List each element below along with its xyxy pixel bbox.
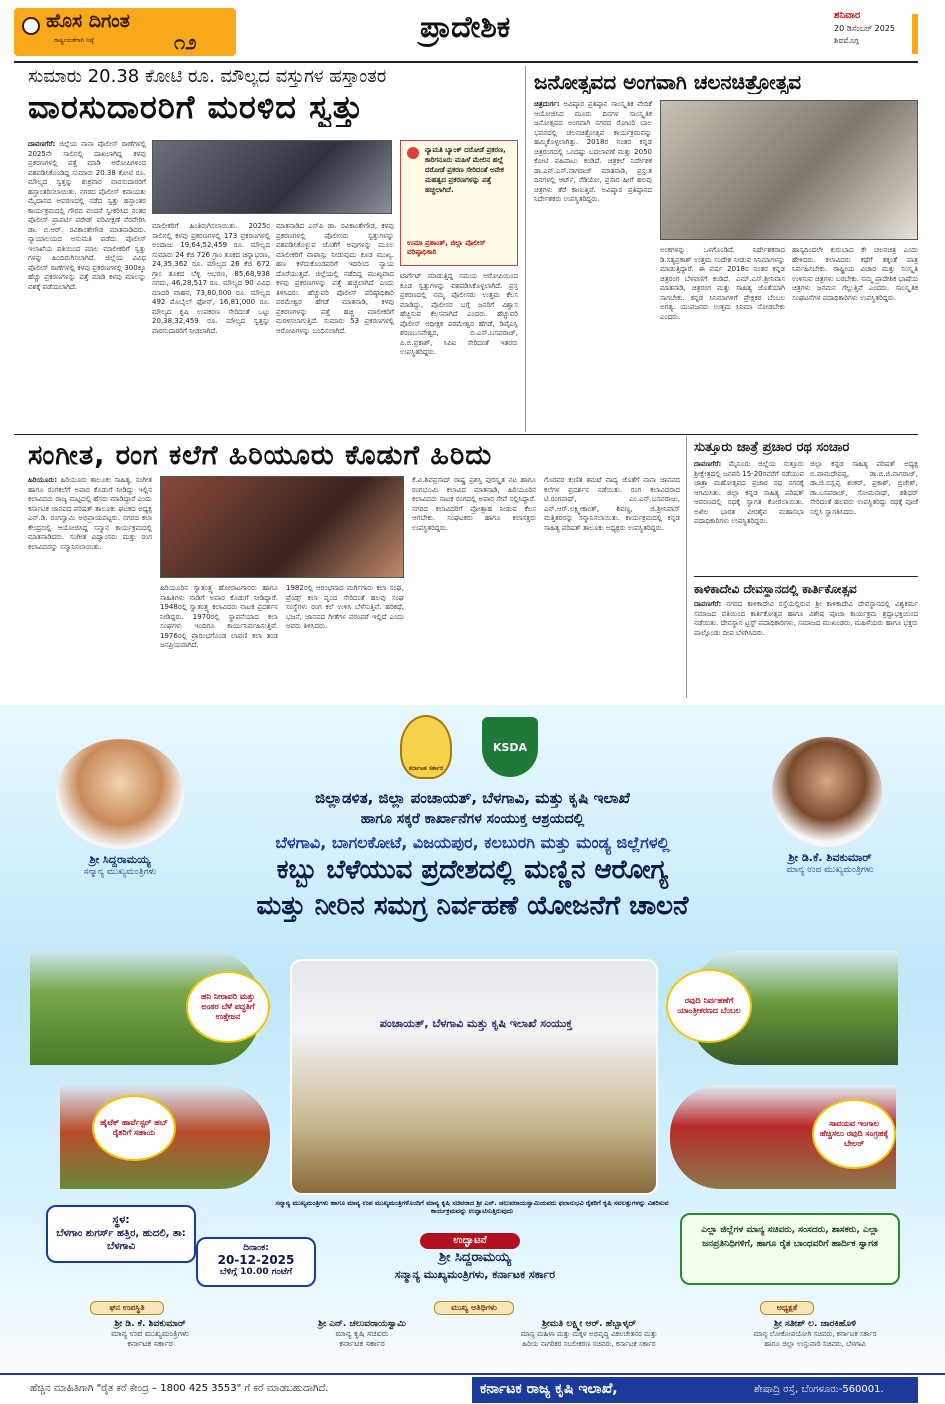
article4-col1-text: ಮೈಸೂರು ಜಿಲ್ಲೆಯ ಸುತ್ತೂರು ಶ್ರೀಕ್ಷೇತ್ರದಲ್ಲಿ ಜನವರಿ 15-20ರವರೆಗೆ ನಡೆಯುವ ಜಾತ್ರಾ ಮಹೋತ್ಸವದ ಪ್ರಚಾರ ರಥ ನಗರಕ್ಕೆ ಆಗಮಿಸಿತು. ಜಿಲ್ಲಾ ಕನ್ನಡ ಸಾಹಿತ್ಯ ಪರಿಷತ್ ಆವರಣದಲ್ಲಿ ರಥಕ್ಕೆ ಸ್ವಾಗತ ಕೋರಲಾಯಿತು. ಅಖಿಲ ಭಾರತ ವೀರಶೈವ ಮಹಾಸಭಾ ಪದಾಧಿಕಾರಿಗಳು ಉಪಸ್ಥಿತರಿದ್ದರು. xyxy=(694,460,804,525)
stage-banner-text: ಪಂಚಾಯತ್, ಬೆಳಗಾವಿ ಮತ್ತು ಕೃಷಿ ಇಲಾಖೆ ಸಂಯುಕ್ತ xyxy=(379,1017,573,1030)
feature-harvester-label: ಹೈಟೆಕ್ ಹಾರ್ವೆಸ್ಟರ್ ಹಬ್ ರೈತರಿಗೆ ಸಹಾಯ xyxy=(92,1095,176,1161)
event-date: 20-12-2025 xyxy=(217,1253,295,1267)
president-label: ಅಧ್ಯಕ್ಷತೆ xyxy=(760,1301,814,1315)
department-name: ಕರ್ನಾಟಕ ರಾಜ್ಯ ಕೃಷಿ ಇಲಾಖೆ, xyxy=(480,1381,618,1397)
article1-dateline: ದಾವಣಗೆರೆ: xyxy=(28,140,56,148)
article2-dateline: ಚಿತ್ರದುರ್ಗ: xyxy=(534,100,560,108)
article1-kicker: ಸುಮಾರು 20.38 ಕೋಟಿ ರೂ. ಮೌಲ್ಯದ ವಸ್ತುಗಳ ಹಸ್ತಾಂತರ xyxy=(28,66,387,87)
article1-quote: ನ್ಯಾಮತಿ ಬ್ಯಾಂಕ್ ದರೋಡೆ ಪ್ರಕರಣ, ಕಾರಿಗನೂರು ಮಹಿಳೆ ಮೇಲಿನ ಹಲ್ಲೆ ದರೋಡೆ ಪ್ರಕರಣ ಸೇರಿದಂತೆ ಅನೇಕ ಮಹತ್ವದ ಪ್ರಕರಣಗಳನ್ನು ಪತ್ತೆ ಹಚ್ಚಲಾಗಿದೆ. xyxy=(425,146,506,194)
article1-headline: ವಾರಸುದಾರರಿಗೆ ಮರಳಿದ ಸ್ವತ್ತು xyxy=(28,88,364,126)
article2-col2: ಅಂಕಗಳನ್ನು ಒಳಗೊಂಡಿದೆ. ನಿರ್ದೇಶಕರಾದ ಡಿ.ಸತ್ಯಪ್ರಕಾಶ್ ಉತ್ತಮ ಸಂದೇಶ ನೀಡುವ ಸಿನಿಮಾಗಳನ್ನು ಮಾಡುತ್ತಿದ್ದಾರೆ. ಈ ವರ್ಷ 2018ರ ನಂತರ ಕನ್ನಡ ಚಿತ್ರರಂಗ ಬೆಳವಣಿಗೆ ಕಂಡಿದೆ. ಎಮ್.ಎಸ್.ಶ್ರೀನಿವಾಸ ಮಾತನಾಡಿ, ಚಿತ್ರರಂಗ ಮತ್ತು ಸಾಹಿತ್ಯ ಜೊತೆಯಾಗಿ ಸಾಗಬೇಕು. ಕನ್ನಡ ಸಿನಿಮಾಗಳಿಗೆ ಪ್ರೇಕ್ಷಕರ ಬೆಂಬಲ ಅಗತ್ಯ. ಯುವಜನರು ಉತ್ತಮ ಸಿನಿಮಾ ನೋಡಬೇಕು ಎಂದರು. xyxy=(660,246,785,321)
article5-body-text: ನಗರದ ಕಾಳಿಕಾದೇವಿ ರಸ್ತೆಯಲ್ಲಿರುವ ಶ್ರೀ ಕಾಳಿಕಾದೇವಿ ದೇವಸ್ಥಾನದಲ್ಲಿ ವಿಶ್ವಕರ್ಮ ಸಮಾಜದ ವತಿಯಿಂದ ಕಾರ್ತಿಕೋತ್ಸವ ಹಾಗೂ ವಿಶೇಷ ಪೂಜಾ ಕಾರ್ಯಕ್ರಮ ಶ್ರದ್ಧಾಭಕ್ತಿಯಿಂದ ನಡೆಯಿತು. ದೇವಸ್ಥಾನ ಟ್ರಸ್ಟ್ ಪದಾಧಿಕಾರಿಗಳು, ಸಮಾಜದ ಮುಖಂಡರು, ಮಹಿಳೆಯರು ಹಾಗೂ ಭಕ್ತರು ಪಾಲ್ಗೊಂಡು ದೀಪ ಬೆಳಗಿಸಿದರು. xyxy=(694,600,918,637)
inauguration-photo xyxy=(290,959,658,1195)
article3-col1-text: ಹಿರಿಯೂರು ತಾಲೂಕು ಸಾಹಿತ್ಯ, ಸಂಗೀತ ಹಾಗೂ ರಂಗಕಲೆಗೆ ಅಪಾರ ಕೊಡುಗೆ ನೀಡಿದ್ದು ಇಲ್ಲಿನ ಕಲಾವಿದರು ರಾಜ್ಯ ಮಟ್ಟದಲ್ಲಿ ಹೆಸರು ಮಾಡಿದ್ದಾರೆ ಎಂದು ಕರ್ನಾಟಕ ಜಾನಪದ ಪರಿಷತ್ ತಾಲೂಕು ಘಟಕದ ಅಧ್ಯಕ್ಷ ಎನ್.ಡಿ. ರಂಗಸ್ವಾಮಿ ಅಭಿಪ್ರಾಯಪಟ್ಟರು. ನಗರದ ಕಲಾ ಕೇಂದ್ರದಲ್ಲಿ ಆಯೋಜಿಸಿದ್ದ ಸನ್ಮಾನ ಕಾರ್ಯಕ್ರಮದಲ್ಲಿ ಮಾತನಾಡಿದರು. ಸಂಗೀತ ವಿದ್ವಾಂಸರು ಮತ್ತು ರಂಗ ಕಲಾವಿದರನ್ನು ಸನ್ಮಾನಿಸಲಾಯಿತು. xyxy=(28,476,152,551)
event-time: ಬೆಳಿಗ್ಗೆ 10.00 ಗಂಟೆಗೆ xyxy=(219,1267,293,1277)
article4-col2: ಜಿಲ್ಲಾ ಕನ್ನಡ ಸಾಹಿತ್ಯ ಪರಿಷತ್ ಅಧ್ಯಕ್ಷ ಬಿ.ವಾಮದೇವಪ್ಪ, ಡಾ.ಬಿ.ಜಿ.ನಾಗರಾಜ್, ಡಾ.ಜಿ.ಬಿಸ್ಲಪ್ಪ ಶಂಕರ್, ಪ್ರಕಾಶ್, ಬ್ರಿಜೇಶ್, ಡಾ.ಬಸವರಾಜ್, ಸೋಮನಾಥ್, ಶಶಿಧರ್ ಸೇರಿದಂತೆ ಹಲವರು ಉಪಸ್ಥಿತರಿದ್ದು ರಥಕ್ಕೆ ಪೂಜೆ ಸಲ್ಲಿಸಿ ಸ್ವಾಗತಿಸಿದರು. xyxy=(810,460,918,516)
dignitary-4 xyxy=(710,1319,920,1349)
article3-col2: ಹಿರಿಯೂರಿನ ಸ್ವಾತಂತ್ರ್ಯ ಹೋರಾಟಗಾರರು ಹಾಗೂ ಸಾಹಿತಿಗಳು ನಾಡಿಗೆ ಅಪಾರ ಕೊಡುಗೆ ನೀಡಿದ್ದಾರೆ. 1948ರಲ್ಲಿ ಸ್ವಾತಂತ್ರ್ಯ ಕಲಾವಿದರು ನಾಟಕ ಪ್ರದರ್ಶನ ನೀಡಿದ್ದರು. 1970ರಲ್ಲಿ ಸ್ಥಾಪನೆಯಾದ ಕಲಾ ಸಂಘಗಳು ಇಂದಿಗೂ ಕಾರ್ಯನಿರ್ವಹಿಸುತ್ತಿವೆ. 1976ರಲ್ಲಿ ಪ್ರಾರಂಭಗೊಂಡ ಲಾವಣಿ ಕಲಾ ತಂಡ ಜನಪ್ರಿಯವಾಗಿದೆ. xyxy=(160,584,278,649)
dignitary-3-role: ಮಾನ್ಯ ಮಹಿಳಾ ಮತ್ತು ಮಕ್ಕಳ ಅಭಿವೃದ್ಧಿ ವಿಕಲಚೇತನರ ಮತ್ತು xyxy=(520,1330,658,1338)
welcome-box: ಎಲ್ಲಾ ಜಿಲ್ಲೆಗಳ ಮಾನ್ಯ ಸಚಿವರು, ಸಂಸದರು, ಶಾಸಕರು, ಎಲ್ಲಾ ಜನಪ್ರತಿನಿಧಿಗಳಿಗೆ, ಹಾಗೂ ರೈತ ಬಾಂಧವರಿಗೆ ಹಾರ್ದಿಕ ಸ್ವಾಗತ xyxy=(680,1213,900,1285)
organizers-line2: ಹಾಗೂ ಸಕ್ಕರೆ ಕಾರ್ಖಾನೆಗಳ ಸಂಯುಕ್ತ ಆಶ್ರಯದಲ್ಲಿ xyxy=(360,811,585,827)
inauguration-label: ಉದ್ಘಾಟನೆ xyxy=(420,1233,520,1249)
venue-box xyxy=(46,1205,196,1263)
feature-baler-label: ಸಾವಯವ ಇಂಗಾಲ ಹೆಚ್ಚಿಸಲು ರವುದಿ ಸಂಗ್ರಹಕ್ಕೆ ಬೇಲರ್ xyxy=(812,1099,896,1169)
logo-text: ಹೊಸ ದಿಗಂತ xyxy=(46,10,130,32)
article1-quote-author: ಉಮಾ ಪ್ರಶಾಂತ್, ಜಿಲ್ಲಾ ಪೊಲೀಸ್ ವರಿಷ್ಠಾಧಿಕಾರಿ xyxy=(407,239,486,256)
article3-headline: ಸಂಗೀತ, ರಂಗ ಕಲೆಗೆ ಹಿರಿಯೂರು ಕೊಡುಗೆ ಹಿರಿದು xyxy=(28,440,493,471)
government-advertisement xyxy=(0,705,945,1404)
lamp-icon xyxy=(22,17,40,35)
felicitation-photo xyxy=(160,476,404,578)
article3-dateline: ಹಿರಿಯೂರು: xyxy=(28,476,58,484)
ksda-logo-icon: KSDA xyxy=(482,717,538,777)
issue-city: ಶಿವಮೊಗ್ಗ xyxy=(834,36,859,45)
article1-col4: ಟಾರ್ಗೆಟ್ ಮಾಡುತ್ತಿದ್ದ ಸಮಯ ಆರೋಪಿಯಿಂದ ಕೂಡ ಸ್ವತ್ತುಗಳನ್ನು ವಶಪಡಿಸಿಕೊಳ್ಳಲಾಗಿದೆ. ಪ್ರಸ್ತ ಪ್ರಕರಣದಲ್ಲಿ ನಮ್ಮ ಪೊಲೀಸರು ಉತ್ತಮ ಕೆಲಸ ಮಾಡಿದ್ದು, ಪೊಲೀಸರ ಬಗ್ಗೆ ಜನರಿಗೆ ವಿಶ್ವಾಸ ಹೆಚ್ಚಿಸುವ ಕೆಲಸವಾಗಿದೆ ಎಂದರು. ಹೆಚ್ಚುವರಿ ಪೊಲೀಸ್ ಅಧೀಕ್ಷಕ ಪರಮೇಶ್ವರ ಹೆಗಡೆ, ಡಿವೈಎಸ್ಪಿ ಶರಣಬಸವೇಶ್ವರ, ಬಿ.ಎಸ್.ಬಸವರಾಜ್, ಪಿ.ಬಿ.ಪ್ರಕಾಶ್, ಸಿಪಿಐ ಸೇರಿದಂತೆ ಇತರರು ಉಪಸ್ಥಿತರಿದ್ದರು. xyxy=(400,272,518,356)
quote-icon xyxy=(407,147,419,159)
dignitary-1-name: ಶ್ರೀ ಡಿ. ಕೆ. ಶಿವಕುಮಾರ್ xyxy=(114,1319,186,1329)
police-parade-photo xyxy=(152,140,392,214)
dignitary-3-name: ಶ್ರೀಮತಿ ಲಕ್ಷ್ಮೀ ಆರ್. ಹೆಬ್ಬಾಳ್ಕರ್ xyxy=(541,1319,637,1329)
scheme-title-line2: ಮತ್ತು ನೀರಿನ ಸಮಗ್ರ ನಿರ್ವಹಣೆ ಯೋಜನೆಗೆ ಚಾಲನೆ xyxy=(256,891,689,921)
section-title: ಪ್ರಾದೇಶಿಕ xyxy=(420,10,511,45)
masthead-accent xyxy=(912,14,918,54)
row-rule xyxy=(14,434,918,435)
article3-col5: ಗೊರವರ ಕುಣಿತ ತಮಟೆ ವಾದ್ಯ ಜೊತೆಗೆ ನಾನಾ ಜಾನಪದ ಕಲೆಗಳ ಪ್ರದರ್ಶನ ನಡೆಯಿತು. ರಂಗ ಕಲಾವಿದರಾದ ಟಿ.ರಂಗನಾಥ್, ಎಂ.ಎಸ್.ಬಸವರಾಜು, ಎನ್.ಆರ್.ಲಕ್ಷ್ಮೀಕಾಂತ್, ಶಿವಣ್ಣ, ಜಿ.ಶ್ರೀನಿವಾಸ್ ಮತ್ತಿತರರನ್ನು ಸನ್ಮಾನಿಸಲಾಯಿತು. ಕಾರ್ಯಕ್ರಮದಲ್ಲಿ ಕನ್ನಡ ಸಾಹಿತ್ಯ ಪರಿಷತ್ ತಾಲೂಕು ಅಧ್ಯಕ್ಷರು ಉಪಸ್ಥಿತರಿದ್ದರು. xyxy=(544,476,680,532)
dignitary-3 xyxy=(474,1319,704,1349)
right-leader-name: ಶ್ರೀ ಡಿ.ಕೆ. ಶಿವಕುಮಾರ್ xyxy=(788,851,872,864)
dignitary-2-name: ಶ್ರೀ ಎನ್. ಚಲುವರಾಯಸ್ವಾಮಿ xyxy=(318,1319,406,1329)
issue-date: 20 ಡಿಸೆಂಬರ್ 2025 xyxy=(834,24,896,33)
date-box xyxy=(196,1237,316,1287)
column-divider xyxy=(525,66,526,432)
venue-text: ಬೆಳಗಾಂ ಶುಗರ್ಸ್ ಹತ್ತಿರ, ಹುದಲಿ, ತಾ: ಬೆಳಗಾವಿ xyxy=(56,1228,186,1252)
article4-dateline: ದಾವಣಗೆರೆ: xyxy=(694,460,722,468)
issue-day: ಶನಿವಾರ xyxy=(834,10,861,21)
department-address: ಶೇಷಾದ್ರಿ ರಸ್ತೆ, ಬೆಂಗಳೂರು-560001. xyxy=(754,1384,884,1395)
article1-col3: ಮಾತನಾಡಿದ ಎಸ್‌ಪಿ ಡಾ. ರವಿಕಾಂತೇಗೌಡ, ಕಳವು ಪ್ರಕರಣಗಳಲ್ಲಿ ಪೊಲೀಸರು ಸ್ವತ್ತುಗಳನ್ನು ವಶಪಡಿಸಿಕೊಳ್ಳುವ ಜೊತೆಗೆ ಅವುಗಳನ್ನು ಮೂಲ ಮಾಲೀಕರಿಗೆ ವಾಪಾಸ್ಸು ನೀಡುವುದು ಕೂಡ ಮುಖ್ಯ. ಹಣ ಕಳೆದುಕೊಂಡವರಿಗೆ ಇದರಿಂದ ನ್ಯಾಯ ದೊರೆಯುತ್ತದೆ. ಜಿಲ್ಲೆಯಲ್ಲಿ ನಡೆದಿದ್ದ ಮುಖ್ಯವಾದ ಕಳವು ಪ್ರಕರಣಗಳನ್ನು ಪತ್ತೆ ಹಚ್ಚಲಾಗಿದೆ ಎಂದು ತಿಳಿಸಿದರು. ಹೆಚ್ಚುವರಿ ಪೊಲೀಸ್ ವರಿಷ್ಠಾಧಿಕಾರಿ ಪರಮೇಶ್ವರ ಹೆಗಡೆ ಮಾತನಾಡಿ, ಕಳವು ಪ್ರಕರಣಗಳನ್ನು ಪತ್ತೆ ಹಚ್ಚಿ ಮಾಲೀಕರಿಗೆ ಮರಳಿಸಲಾಗುತ್ತಿದೆ. ಸುಮಾರು 53 ಪ್ರಕರಣಗಳಲ್ಲಿ ಆರೋಪಿಗಳನ್ನು ಬಂಧಿಸಲಾಗಿದೆ. xyxy=(276,222,394,335)
organizers-line1: ಜಿಲ್ಲಾಡಳಿತ, ಜಿಲ್ಲಾ ಪಂಚಾಯತ್, ಬೆಳಗಾವಿ, ಮತ್ತು ಕೃಷಿ ಇಲಾಖೆ xyxy=(315,789,630,807)
masthead-logo xyxy=(14,8,236,56)
dignitary-1-org: ಕರ್ನಾಟಕ ಸರ್ಕಾರ xyxy=(127,1339,173,1348)
article2-col1-text: ಅವಿಷ್ಕಾರ ಪ್ರತಿಷ್ಠಾನ ಸಾಂಸ್ಕೃತಿಕ ವೇದಿಕೆ ಆಯೋಜಿಸಿದ ಮೂರು ದಿನಗಳ ಸಾಂಸ್ಕೃತಿಕ ಜನೋತ್ಸವದ ಅಂಗವಾಗಿ ನಗರದ ರೋಟರಿ ಬಾಲ ಭವನದಲ್ಲಿ ಚಲನಚಿತ್ರೋತ್ಸವ ಕಾರ್ಯಕ್ರಮವನ್ನು ಹಮ್ಮಿಕೊಳ್ಳಲಾಗಿತ್ತು. 2018ರ ನಂತರ ಕನ್ನಡ ಚಿತ್ರರಂಗದಲ್ಲಿ ಒಂದಷ್ಟು ಬದಲಾವಣೆ ಮತ್ತು 2050 ಕೋಟಿ ವಹಿವಾಟು ಕಂಡಿದೆ. ಚಿತ್ರಕಲೆ ನಿರ್ದೇಶಕ ಡಾ.ಎನ್.ಎಸ್.ನಾಗರಾಜ್ ಮಾತನಾಡಿ, ಪ್ರಸ್ತುತ ದಿನಗಳಲ್ಲಿ ಆರ್ಟ್, ರೆಡಿಯೋ, ಪ್ರಸಾರ ಹೀಗೆ ಹಲವು ಚಿತ್ರಗಳು ತೆರೆ ಕಾಣುತ್ತಿವೆ. ಅವಿಷ್ಕಾರ ಪ್ರತಿಷ್ಠಾನದ ನಿರ್ದೇಶಕರು ಉಪಸ್ಥಿತರಿದ್ದರು. xyxy=(534,100,652,203)
column-divider-2 xyxy=(686,436,687,698)
districts-line: ಬೆಳಗಾವಿ, ಬಾಗಲಕೋಟೆ, ವಿಜಯಪುರ, ಕಲಬುರಗಿ ಮತ್ತು ಮಂಡ್ಯ ಜಿಲ್ಲೆಗಳಲ್ಲಿ xyxy=(275,833,670,852)
dignitary-4-role: ಮಾನ್ಯ ಲೋಕೋಪಯೋಗಿ ಸಚಿವರು, ಕರ್ನಾಟಕ ಸರ್ಕಾರ xyxy=(753,1330,877,1338)
article2-headline: ಜನೋತ್ಸವದ ಅಂಗವಾಗಿ ಚಲನಚಿತ್ರೋತ್ಸವ xyxy=(534,70,802,94)
article2-col1 xyxy=(534,100,652,430)
article3-col1 xyxy=(28,476,152,696)
article4-headline: ಸುತ್ತೂರು ಜಾತ್ರೆ ಪ್ರಚಾರ ರಥ ಸಂಚಾರ xyxy=(694,440,850,455)
article4-col1 xyxy=(694,460,804,572)
advert-footer xyxy=(0,1373,945,1404)
article5-body xyxy=(694,600,918,696)
article5-headline: ಕಾಳಿಕಾದೇವಿ ದೇವಸ್ಥಾನದಲ್ಲಿ ಕಾರ್ತಿಕೋತ್ಸವ xyxy=(694,582,857,596)
department-banner xyxy=(472,1377,918,1403)
article4-rule xyxy=(694,576,918,577)
dignitary-4-name: ಶ್ರೀ ಸತೀಶ್ ಲ. ಜಾರಕಿಹೊಳಿ xyxy=(773,1319,856,1329)
logo-tagline: ರಾಷ್ಟ್ರೀಯತೆಗಾಗಿ ನಿಷ್ಠೆ xyxy=(54,37,94,44)
dignitary-4-org: ಹಾಗೂ ಜಿಲ್ಲಾ ಉಸ್ತುವಾರಿ ಸಚಿವರು, ಬೆಳಗಾವಿ xyxy=(764,1340,866,1348)
left-leader-name: ಶ್ರೀ ಸಿದ್ದರಾಮಯ್ಯ xyxy=(89,853,151,866)
page-number: ೧೨ xyxy=(174,30,197,54)
dignitary-1 xyxy=(50,1319,250,1349)
chief-guests-label: ಮುಖ್ಯ ಅತಿಥಿಗಳು xyxy=(434,1301,514,1315)
article3-col4: ಕೆ.ವಿ.ಶಿವಪ್ರಸಾದ್ ರಾಷ್ಟ್ರ ಪ್ರಶಸ್ತಿ ಪುರಸ್ಕೃತ ನಟ ಹಾಗೂ ರಂಗಭೂಮಿ ಕಲಾವಿದ ಮಾತನಾಡಿ, ಹಿರಿಯೂರಿನ ಕಲಾವಿದರು ನಾಟಕ ರಂಗದಲ್ಲಿ ಅಪಾರ ಸೇವೆ ಸಲ್ಲಿಸಿದ್ದಾರೆ. ನಗರದ ಕಲಾವಿದರಿಗೆ ಪ್ರೋತ್ಸಾಹ ನೀಡುವ ಕೆಲಸ ಆಗಬೇಕು. ಸಂಘಟಕರು ಹಾಗೂ ಕಲಾಸಕ್ತರು ಉಪಸ್ಥಿತರಿದ್ದರು. xyxy=(412,476,536,532)
venue-label: ಸ್ಥಳ: xyxy=(112,1213,130,1226)
dignitary-2-role: ಮಾನ್ಯ ಕೃಷಿ ಸಚಿವರು xyxy=(335,1329,389,1338)
feature-drip-label: ಹನಿ ನೀರಾವರಿ ಮತ್ತು ಅಂತರ ಬೆಳೆ ಪದ್ಧತಿಗೆ ಉತ್ತೇಜನ xyxy=(186,971,270,1043)
left-leader-title: ಸನ್ಮಾನ್ಯ ಮುಖ್ಯಮಂತ್ರಿಗಳು xyxy=(83,867,157,877)
article1-col1-text: ಜಿಲ್ಲೆಯ ನಾನಾ ಪೊಲೀಸ್ ಠಾಣೆಗಳಲ್ಲಿ 2025ನೇ ಸಾಲಿನಲ್ಲಿ ದಾಖಲಾಗಿದ್ದ ಕಳವು ಪ್ರಕರಣಗಳಲ್ಲಿ ಪತ್ತೆ ಮಾಡಿ ಆರೋಪಿಗಳಿಂದ ವಶಪಡಿಸಿಕೊಂಡಿದ್ದ ಸುಮಾರು 20.38 ಕೋಟಿ ರೂ. ಮೌಲ್ಯದ ಸ್ವತ್ತನ್ನು ಶುಕ್ರವಾರ ವಾರಸುದಾರರಿಗೆ ಹಸ್ತಾಂತರಿಸಲಾಯಿತು. ನಗರದ ಪೊಲೀಸ್ ಕವಾಯತು ಮೈದಾನದ ಆವರಣದಲ್ಲಿ ನಡೆದ ಸ್ವತ್ತು ಹಸ್ತಾಂತರ ಕಾರ್ಯಕ್ರಮದಲ್ಲಿ ಗೌರವ ವಂದನೆ ಸ್ವೀಕರಿಸಿದ ನಂತರ ಪೊಲೀಸ್ ಪ್ರಾಪರ್ಟಿ ಪರೇಡ್ ಪರಿವೀಕ್ಷಣೆ ನೆರವೇರಿಸಿ ಡಾ. ಬಿ.ಆರ್. ರವಿಕಾಂತೇಗೌಡ ಮಾತನಾಡಿದರು. ನ್ಯಾಯಾಲಯದ ಅನುಮತಿ ಪಡೆದು ಪೊಲೀಸ್ ಇಲಾಖೆಯ ವತಿಯಿಂದ ಮಾಲ ಮಾಲೀಕರಿಗೆ ಸ್ವತ್ತು ಗಳನ್ನು ಹಿಂದಿರುಗಿಸಲಾಗಿದೆ. ಜಿಲ್ಲೆಯ ವಿವಿಧ ಪೊಲೀಸ್ ಠಾಣೆಗಳಲ್ಲಿ ಕಳವು ಪ್ರಕರಣಗಳಲ್ಲಿ 300ಕ್ಕೂ ಹೆಚ್ಚು ಪ್ರಕರಣಗಳನ್ನು ಪತ್ತೆ ಮಾಡಿ ಕಳವು ಮಾಲನ್ನು ವಶಕ್ಕೆ ಪಡೆಯಲಾಗಿದೆ. xyxy=(28,140,146,291)
inaugurator-name: ಶ್ರೀ ಸಿದ್ದರಾಮಯ್ಯ xyxy=(439,1250,511,1265)
dignitary-1-role: ಮಾನ್ಯ ಉಪ ಮುಖ್ಯಮಂತ್ರಿಗಳು xyxy=(111,1329,189,1338)
dignitary-3-org: ಹಿರಿಯ ನಾಗರಿಕರ ಸಬಲೀಕರಣ ಸಚಿವರು, ಕರ್ನಾಟಕ ಸರ್ಕಾರ xyxy=(522,1340,656,1348)
article3-col3: 1982ರಲ್ಲಿ ಆರಂಭವಾದ ಮರ್ಗಿಗಾರು ಕಲಾ ಸಂಘ, ಪ್ರೆಂಡ್ಸ್ ಕಲಾ ವೃಂದ ಸೇರಿದಂತೆ ಹಲವು ಸಂಘ ಸಂಸ್ಥೆಗಳು ರಂಗ ಕಲೆ ಉಳಿಸಿ ಬೆಳೆಸುತ್ತಿವೆ. ಹರಿಕಥೆ, ಭಜನೆ, ಜಾನಪದ ಗೀತೆಗಳ ಪರಂಪರೆ ಇಲ್ಲಿದೆ ಎಂದು ಅವರು ತಿಳಿಸಿದರು. xyxy=(286,584,404,630)
karnataka-emblem-icon: ಕರ್ನಾಟಕ ಸರ್ಕಾರ xyxy=(400,715,452,779)
dignitary-2-org: ಕರ್ನಾಟಕ ಸರ್ಕಾರ xyxy=(339,1339,385,1348)
article1-quote-box xyxy=(400,140,518,266)
helpline-text: ಹೆಚ್ಚಿನ ಮಾಹಿತಿಗಾಗಿ "ರೈತ ಕರೆ ಕೇಂದ್ರ – 1800 425 3553" ಗೆ ಕರೆ ಮಾಡಬಹುದಾಗಿದೆ. xyxy=(30,1383,329,1394)
photo-caption: ಸನ್ಮಾನ್ಯ ಮುಖ್ಯಮಂತ್ರಿಗಳು ಹಾಗೂ ಮಾನ್ಯ ಉಪ ಮುಖ್ಯಮಂತ್ರಿಗಳೊಂದಿಗೆ ಮಾನ್ಯ ಕೃಷಿ ಸಚಿವರಾದ ಶ್ರೀ ಎನ್. ಚಲುವರಾಯಸ್ವಾಮಿಯವರು ಫಲಾನುಭವಿ ರೈತರಿಗೆ ಕೃಷಿ ಸವಲತ್ತುಗಳನ್ನು ವಿತರಿಸುವ ಕಾರ್ಯಕ್ರಮವನ್ನು ಉದ್ಘಾಟಿಸುತ್ತಿರುವುದು xyxy=(275,1199,669,1215)
dignitary-2 xyxy=(262,1319,462,1349)
feature-trash-label: ರವುದಿ ನಿರ್ವಹಣೆಗೆ ಯಾಂತ್ರೀಕರಣದ ಬೆಂಬಲ xyxy=(666,969,752,1043)
article5-dateline: ದಾವಣಗೆರೆ: xyxy=(694,600,722,608)
right-leader-title: ಮಾನ್ಯ ಉಪ ಮುಖ್ಯಮಂತ್ರಿಗಳು xyxy=(786,865,874,875)
scheme-title-line1: ಕಬ್ಬು ಬೆಳೆಯುವ ಪ್ರದೇಶದಲ್ಲಿ ಮಣ್ಣಿನ ಆರೋಗ್ಯ xyxy=(276,855,669,885)
article1-col2: ಮಾಲೀಕರಿಗೆ ಹಿಂತಿರುಗಿಸಲಾಯಿತು. 2025ರ ಸಾಲಿನಲ್ಲಿ ಕಳವು ಪ್ರಕರಣಗಳಲ್ಲಿ 173 ಪ್ರಕರಣಗಳಲ್ಲಿ ಅಂದಾಜು 19,64,52,459 ರೂ. ಮೌಲ್ಯದ ಸುಮಾರು 24 ಕೆಜಿ 726 ಗ್ರಾಂ ತೂಕದ ಚಿನ್ನಾಭರಣ, 24,35,362 ರೂ. ಮೌಲ್ಯದ 26 ಕೆಜಿ 672 ಗ್ರಾಂ ತೂಕದ ಬೆಳ್ಳಿ ಆಭರಣ, 85,68,938 ನಗದು, 46,28,517 ರೂ. ಮೌಲ್ಯದ 90 ವಿವಿಧ ಮಾದರಿ ವಾಹನ, 73,80,000 ರೂ. ಮೌಲ್ಯದ 492 ಮೊಬೈಲ್ ಫೋನ್, 16,81,000 ರೂ. ಮೌಲ್ಯದ ಕೃಷಿ ಉಪಕರಣ ಸೇರಿದಂತೆ ಒಟ್ಟು 20,38,32,459 ರೂ. ಮೌಲ್ಯದ ಸ್ವತ್ತನ್ನು ವಾರಸುದಾರರಿಗೆ ನೀಡಲಾಗಿದೆ. xyxy=(152,222,270,335)
film-festival-photo xyxy=(660,100,918,240)
masthead-rule xyxy=(14,61,918,63)
date-label: ದಿನಾಂಕ: xyxy=(243,1243,269,1253)
inaugurator-title: ಸನ್ಮಾನ್ಯ ಮುಖ್ಯಮಂತ್ರಿಗಳು, ಕರ್ನಾಟಕ ಸರ್ಕಾರ xyxy=(394,1268,556,1281)
presence-label: ಘನ ಉಪಸ್ಥಿತಿ xyxy=(90,1301,164,1315)
article1-col1 xyxy=(28,140,146,430)
article2-col3: ಹಾಸ್ಯದಿಂದಲೇ ಕುರುಬಾದ ಕೇ ಚಲನಚಿತ್ರ ಎಂದು ಹೇಳಿದರು. ಕಲಾವಿದರು ಕಥೆಗೆ ತಕ್ಕಂತೆ ಪಾತ್ರ ನಿರ್ವಹಿಸಬೇಕು. ರಾಷ್ಟ್ರೀಯ ವಿಚಾರ ಮತ್ತು ಸಂಸ್ಕೃತಿ ಉಳಿಸುವ ಚಿತ್ರಗಳು ಬರಬೇಕು. ನಮ್ಮ ಪ್ರಾದೇಶಿಕ ಭಾಷೆಯ ಚಿತ್ರಗಳು ಜನಮನ ಗೆಲ್ಲುತ್ತಿವೆ ಎಂದರು. ಸಾಂಸ್ಕೃತಿಕ ಸಂಘಟನೆಗಳ ಪದಾಧಿಕಾರಿಗಳು ಉಪಸ್ಥಿತರಿದ್ದರು. xyxy=(792,246,918,302)
